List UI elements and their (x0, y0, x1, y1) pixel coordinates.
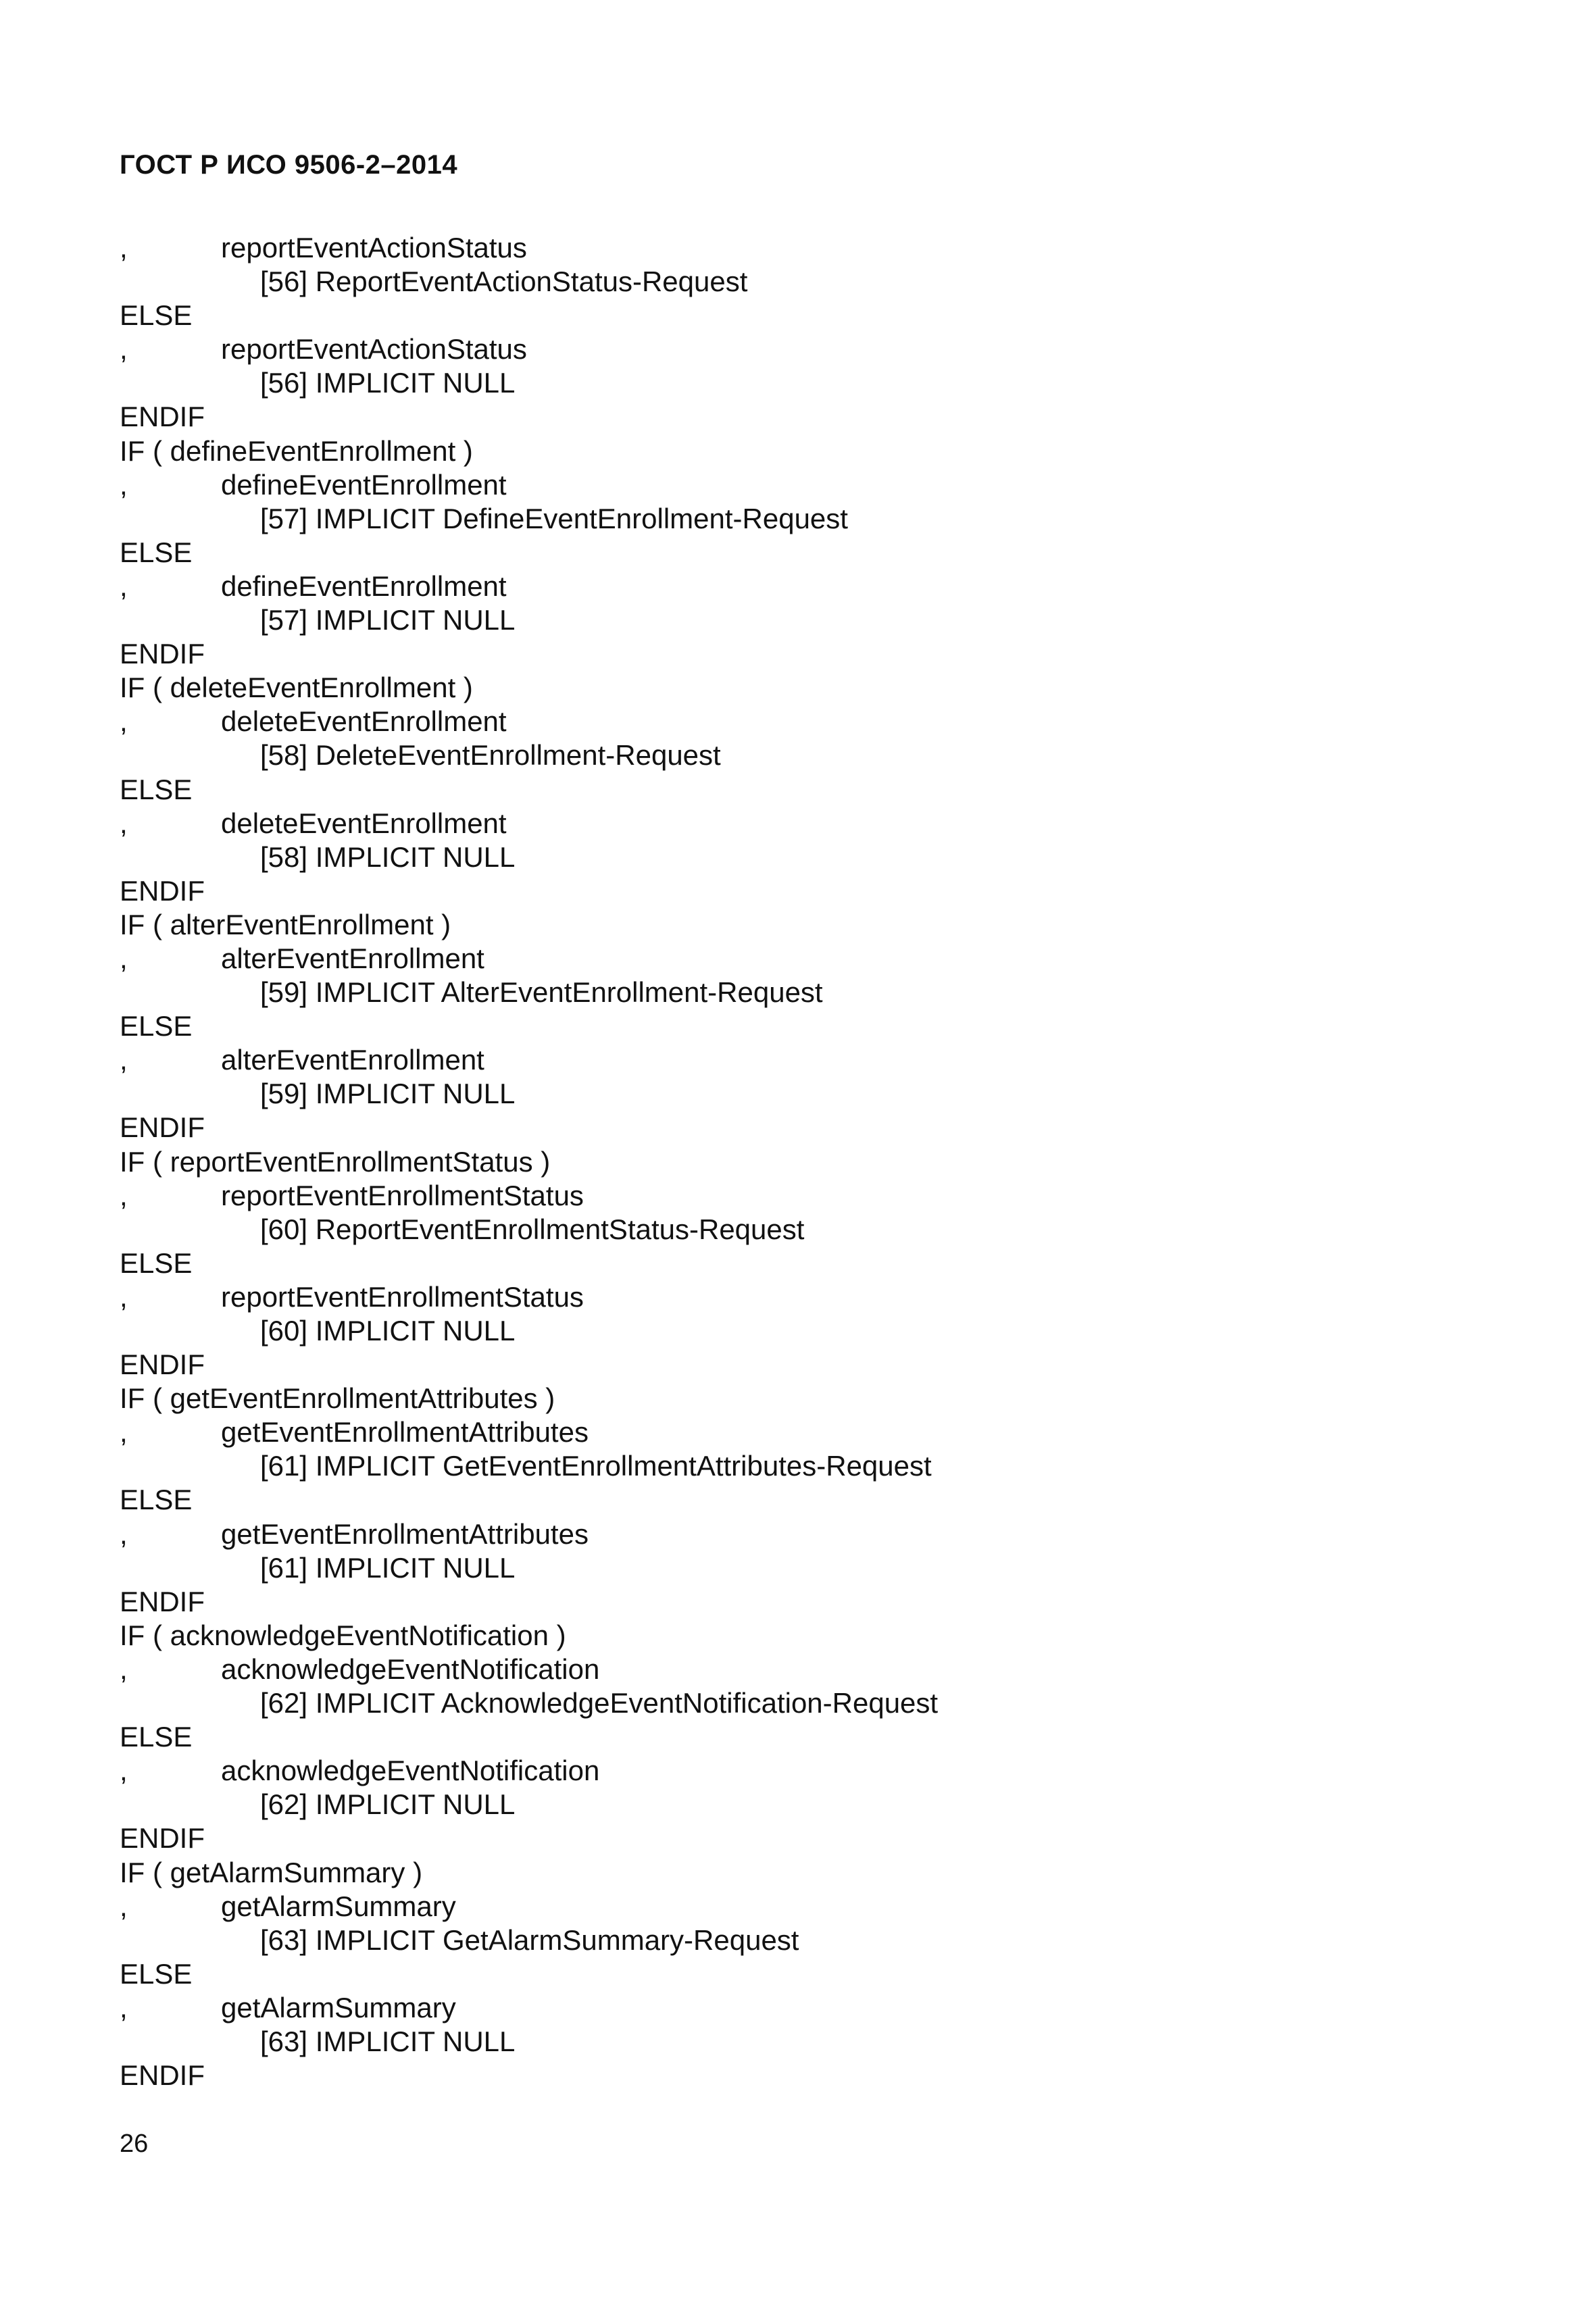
line-text: getEventEnrollmentAttributes (221, 1416, 589, 1449)
listing-line (120, 1483, 1471, 1517)
listing-line (120, 1247, 1471, 1280)
line-text: ELSE (120, 1247, 193, 1279)
listing-line (120, 1009, 1471, 1043)
listing-line (120, 1551, 1471, 1585)
listing-line (120, 1280, 1471, 1314)
listing-line (120, 1585, 1471, 1619)
line-text: [62] IMPLICIT NULL (260, 1788, 516, 1821)
line-text: [63] IMPLICIT GetAlarmSummary-Request (260, 1923, 799, 1956)
line-text: acknowledgeEventNotification (221, 1755, 600, 1787)
line-text: reportEventActionStatus (221, 232, 527, 263)
line-text: reportEventEnrollmentStatus (221, 1179, 584, 1211)
listing-line (120, 1619, 1471, 1653)
line-comma: , (120, 1653, 128, 1685)
line-text: IF ( defineEventEnrollment ) (120, 434, 473, 467)
line-text: ENDIF (120, 638, 205, 670)
line-text: defineEventEnrollment (221, 468, 507, 501)
listing-line (120, 1179, 1471, 1213)
asn1-listing (120, 231, 1471, 2092)
listing-line (120, 637, 1471, 671)
listing-line (120, 1754, 1471, 1788)
listing-line (120, 1923, 1471, 1957)
listing-line (120, 434, 1471, 468)
line-text: [61] IMPLICIT NULL (260, 1551, 516, 1584)
line-text: IF ( acknowledgeEventNotification ) (120, 1619, 566, 1651)
line-comma: , (120, 705, 128, 738)
line-text: ELSE (120, 1957, 193, 1990)
line-comma: , (120, 333, 128, 366)
listing-line (120, 705, 1471, 738)
line-text: ENDIF (120, 2059, 205, 2092)
line-comma: , (120, 1280, 128, 1313)
listing-line (120, 773, 1471, 807)
line-text: ELSE (120, 299, 193, 332)
listing-line (120, 2059, 1471, 2092)
line-text: reportEventActionStatus (221, 333, 527, 366)
listing-line (120, 1686, 1471, 1720)
line-text: [56] IMPLICIT NULL (260, 367, 516, 399)
listing-line (120, 1653, 1471, 1686)
listing-line (120, 1213, 1471, 1247)
listing-line (120, 738, 1471, 772)
line-text: [59] IMPLICIT AlterEventEnrollment-Request (260, 976, 823, 1009)
line-text: deleteEventEnrollment (221, 807, 507, 839)
line-text: ENDIF (120, 874, 205, 907)
page-number: 26 (120, 2130, 149, 2158)
line-comma: , (120, 1890, 128, 1922)
listing-line (120, 1957, 1471, 1991)
listing-line (120, 1991, 1471, 2025)
listing-line (120, 536, 1471, 570)
line-text: reportEventEnrollmentStatus (221, 1280, 584, 1313)
listing-line (120, 1111, 1471, 1145)
line-text: [61] IMPLICIT GetEventEnrollmentAttributes-Request (260, 1450, 932, 1482)
listing-line (120, 807, 1471, 840)
line-text: ELSE (120, 536, 193, 568)
line-text: alterEventEnrollment (221, 1044, 484, 1076)
listing-line (120, 908, 1471, 942)
line-text: getAlarmSummary (221, 1991, 456, 2023)
line-text: IF ( alterEventEnrollment ) (120, 908, 451, 940)
line-text: ELSE (120, 1484, 193, 1516)
line-comma: , (120, 807, 128, 839)
listing-line (120, 976, 1471, 1009)
line-comma: , (120, 942, 128, 974)
line-text: defineEventEnrollment (221, 570, 507, 602)
listing-line (120, 942, 1471, 976)
line-text: ENDIF (120, 1822, 205, 1855)
line-comma: , (120, 232, 128, 263)
line-text: deleteEventEnrollment (221, 705, 507, 738)
line-text: acknowledgeEventNotification (221, 1653, 600, 1685)
line-comma: , (120, 1517, 128, 1550)
listing-line (120, 2025, 1471, 2059)
line-text: [62] IMPLICIT AcknowledgeEventNotification-Request (260, 1687, 939, 1719)
line-text: getEventEnrollmentAttributes (221, 1517, 589, 1550)
line-comma: , (120, 468, 128, 501)
listing-line (120, 1890, 1471, 1923)
line-text: [59] IMPLICIT NULL (260, 1078, 516, 1110)
line-text: ENDIF (120, 1585, 205, 1617)
listing-line (120, 570, 1471, 603)
line-text: getAlarmSummary (221, 1890, 456, 1922)
listing-line (120, 603, 1471, 637)
line-comma: , (120, 1755, 128, 1787)
line-text: ENDIF (120, 1111, 205, 1144)
line-text: ELSE (120, 1721, 193, 1753)
line-text: [56] ReportEventActionStatus-Request (260, 266, 748, 298)
document-header: ГОСТ Р ИСО 9506-2–2014 (120, 150, 458, 180)
line-comma: , (120, 570, 128, 602)
listing-line (120, 366, 1471, 400)
listing-line (120, 1145, 1471, 1179)
listing-line (120, 299, 1471, 332)
listing-line (120, 1314, 1471, 1348)
listing-line (120, 1821, 1471, 1855)
listing-line (120, 671, 1471, 705)
listing-line (120, 1517, 1471, 1551)
line-text: ELSE (120, 1010, 193, 1042)
listing-line (120, 1415, 1471, 1449)
line-text: IF ( deleteEventEnrollment ) (120, 672, 473, 704)
listing-line (120, 874, 1471, 908)
line-comma: , (120, 1416, 128, 1449)
listing-line (120, 1856, 1471, 1890)
line-text: [58] IMPLICIT NULL (260, 840, 516, 873)
listing-line (120, 1043, 1471, 1077)
line-comma: , (120, 1044, 128, 1076)
line-text: ELSE (120, 773, 193, 805)
listing-line (120, 840, 1471, 874)
listing-line (120, 231, 1471, 265)
line-text: ENDIF (120, 1349, 205, 1381)
line-text: [60] IMPLICIT NULL (260, 1315, 516, 1347)
listing-line (120, 468, 1471, 502)
line-text: IF ( getAlarmSummary ) (120, 1856, 423, 1888)
line-text: alterEventEnrollment (221, 942, 484, 974)
listing-line (120, 1382, 1471, 1415)
listing-line (120, 1348, 1471, 1382)
line-text: IF ( reportEventEnrollmentStatus ) (120, 1145, 551, 1178)
listing-line (120, 400, 1471, 434)
line-comma: , (120, 1179, 128, 1211)
line-comma: , (120, 1991, 128, 2023)
listing-line (120, 1077, 1471, 1111)
line-text: ENDIF (120, 401, 205, 433)
listing-line (120, 502, 1471, 536)
line-text: IF ( getEventEnrollmentAttributes ) (120, 1382, 555, 1415)
listing-line (120, 1788, 1471, 1821)
listing-line (120, 332, 1471, 366)
listing-line (120, 1449, 1471, 1483)
listing-line (120, 265, 1471, 299)
line-text: [57] IMPLICIT NULL (260, 604, 516, 636)
listing-line (120, 1720, 1471, 1754)
line-text: [57] IMPLICIT DefineEventEnrollment-Request (260, 502, 848, 534)
line-text: [63] IMPLICIT NULL (260, 2025, 516, 2057)
line-text: [58] DeleteEventEnrollment-Request (260, 739, 721, 772)
line-text: [60] ReportEventEnrollmentStatus-Request (260, 1213, 805, 1245)
